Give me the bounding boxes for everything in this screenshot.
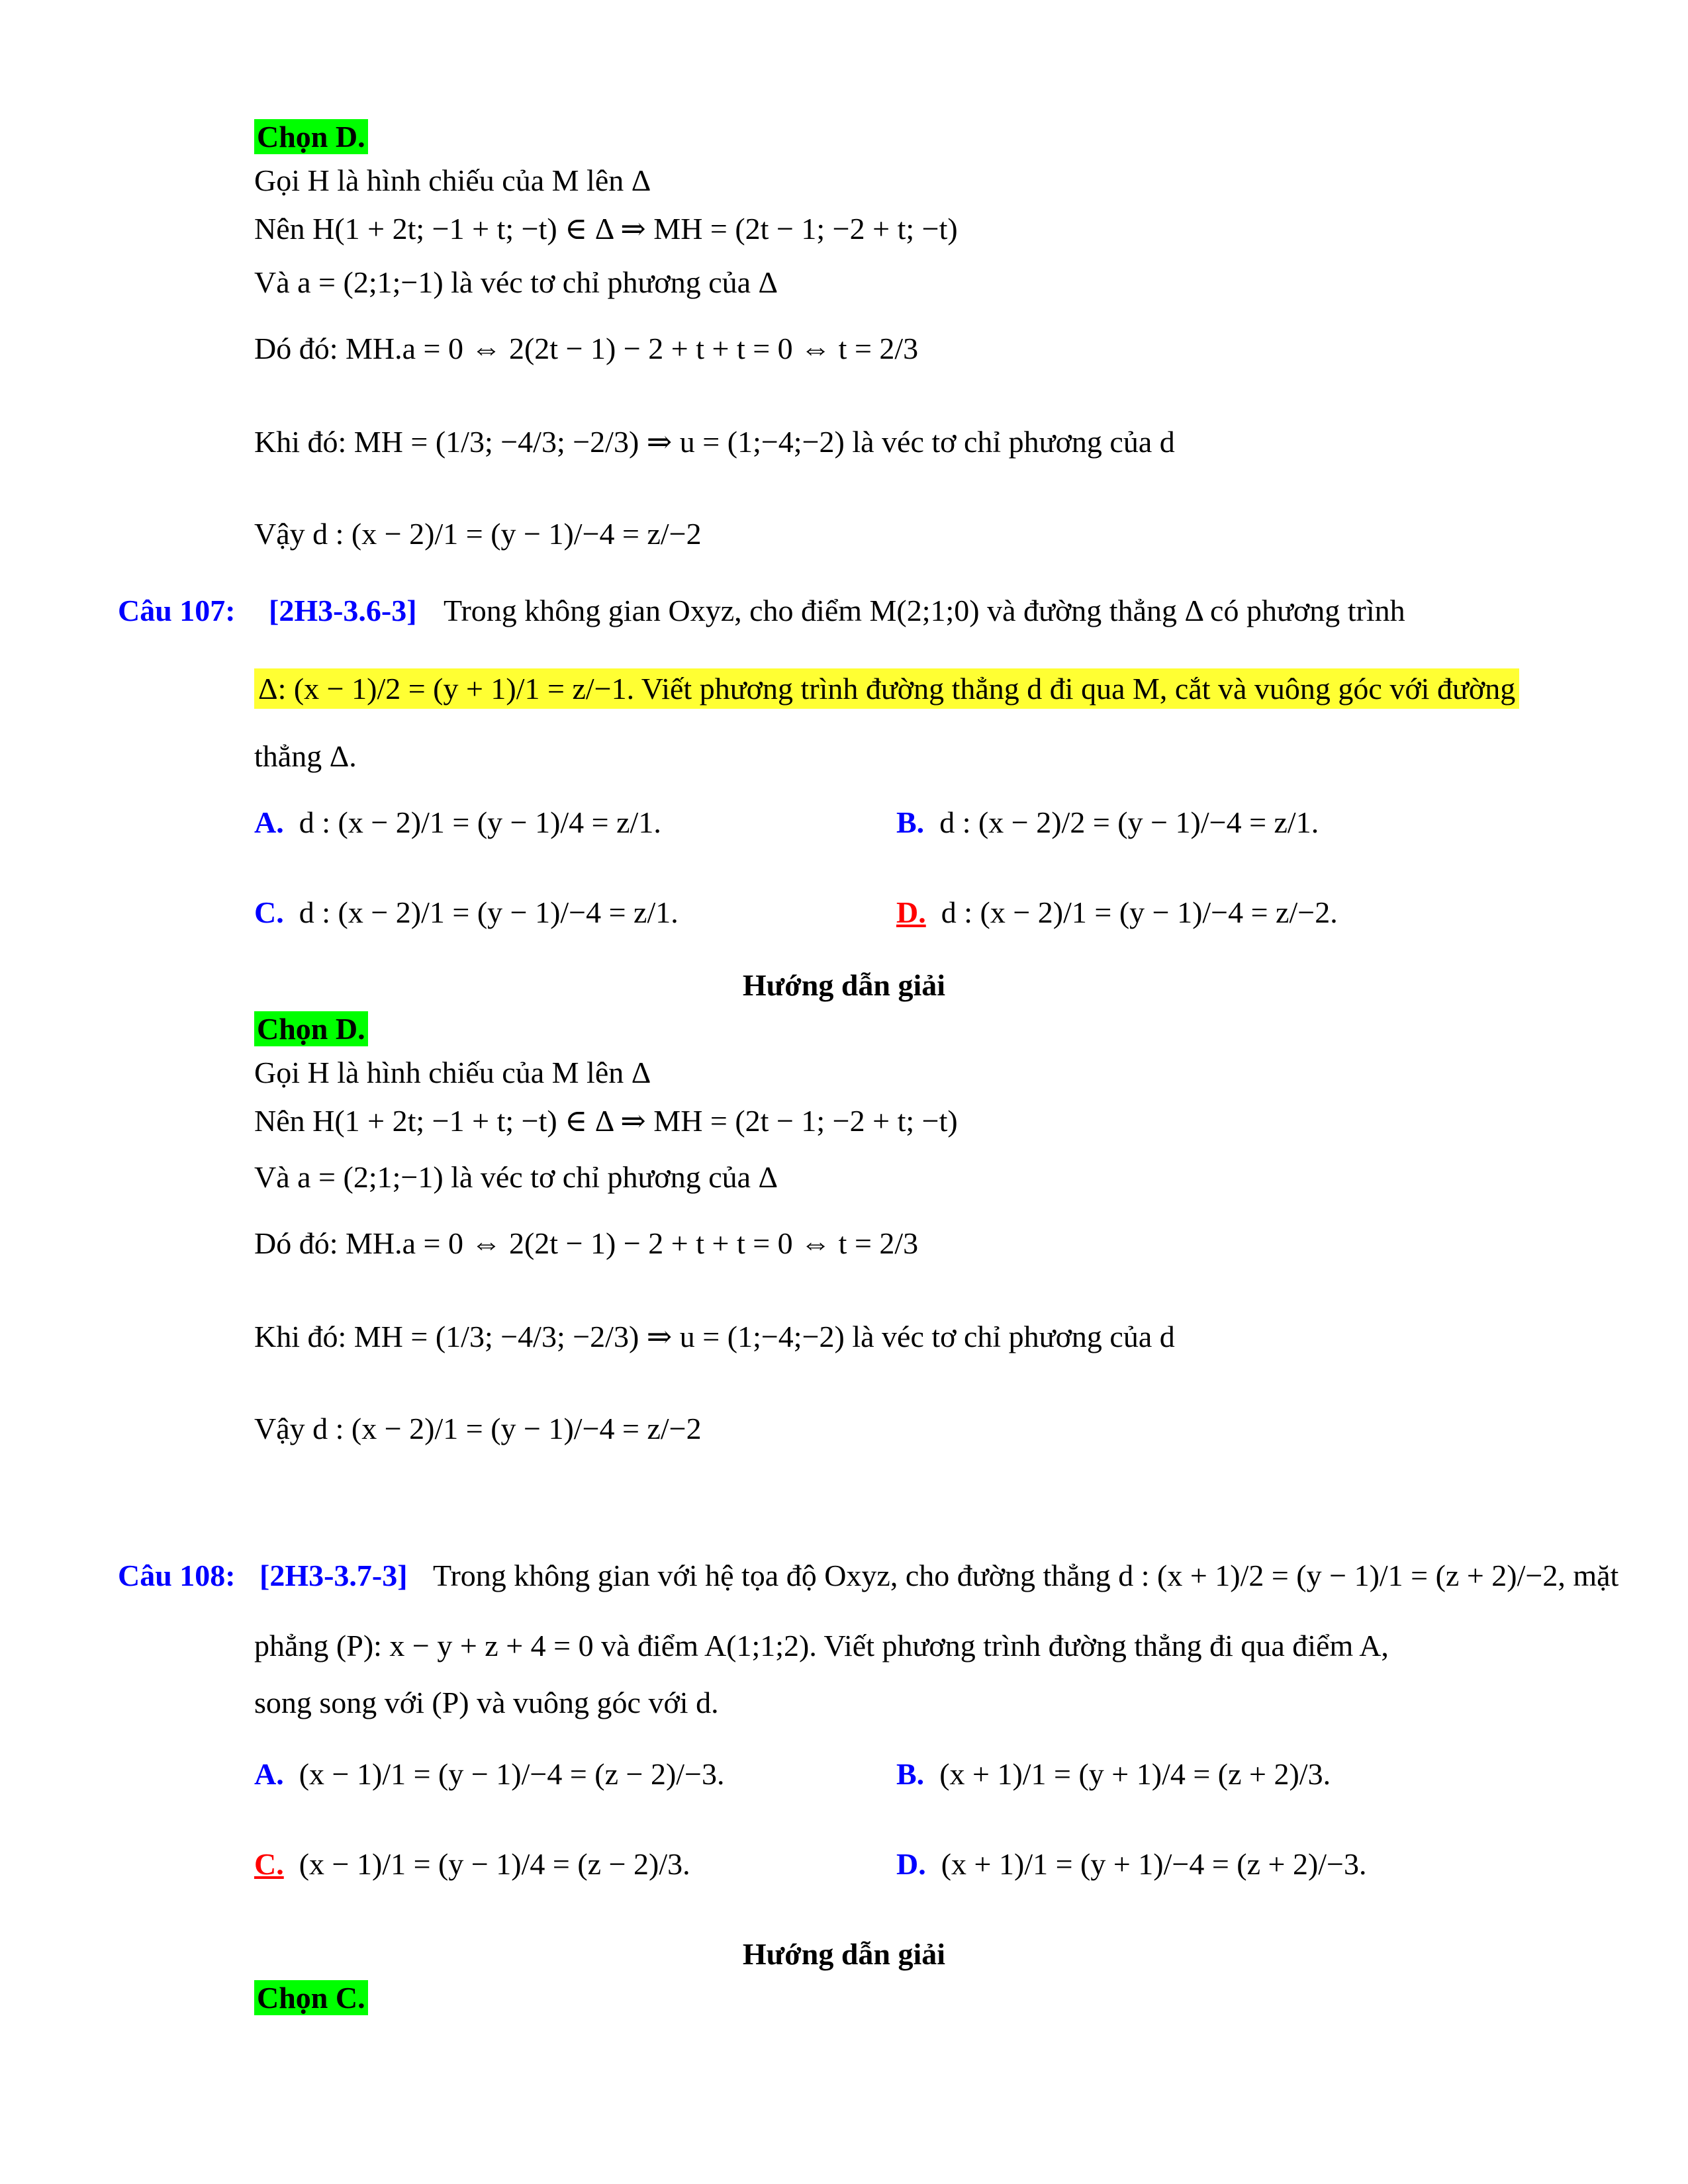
solution-line: Vậy d : (x − 2)/1 = (y − 1)/−4 = z/−2 [254,1412,702,1445]
answer-choice [254,1980,368,2015]
question-text: Trong không gian Oxyz, cho điểm M(2;1;0) và đường thẳng Δ có phương trình [444,594,1405,627]
solution-line: Khi đó: MH = (1/3; −4/3; −2/3) ⇒ u = (1;−4;−2) là véc tơ chỉ phương của d [254,1320,1175,1353]
solution-line: Khi đó: MH = (1/3; −4/3; −2/3) ⇒ u = (1;−4;−2) là véc tơ chỉ phương của d [254,425,1175,459]
guide-heading: Hướng dẫn giải [742,968,946,1002]
chon-label: Chọn C. [254,1980,368,2015]
chon-label: Chọn D. [254,1011,368,1046]
solution-line: Và a = (2;1;−1) là véc tơ chỉ phương của Δ [254,265,778,299]
question-text: Trong không gian với hệ tọa độ Oxyz, cho đường thẳng d : (x + 1)/2 = (y − 1)/1 = (z + 2)/−2, mặt [433,1559,1619,1592]
solution-line: Nên H(1 + 2t; −1 + t; −t) ∈ Δ ⇒ MH = (2t − 1; −2 + t; −t) [254,1104,958,1138]
chon-label: Chọn D. [254,119,368,154]
highlighted-equation: Δ: (x − 1)/2 = (y + 1)/1 = z/−1. Viết phương trình đường thẳng d đi qua M, cắt và vuông góc với đường [254,668,1519,709]
answer-choice [254,1011,368,1046]
question-tag: [2H3-3.6-3] [269,594,417,627]
solution-line: Gọi H là hình chiếu của M lên Δ [254,1056,651,1089]
guide-heading: Hướng dẫn giải [742,1937,946,1971]
question-label: Câu 108: [118,1559,236,1592]
question-text: phẳng (P): x − y + z + 4 = 0 và điểm A(1;1;2). Viết phương trình đường thẳng đi qua điểm A, [254,1629,1389,1662]
question-text: thẳng Δ. [254,739,357,773]
question-label: Câu 107: [118,594,236,627]
option-c: C. d : (x − 2)/1 = (y − 1)/−4 = z/1. [254,895,679,929]
option-a: A. (x − 1)/1 = (y − 1)/−4 = (z − 2)/−3. [254,1757,725,1791]
solution-line: Vậy d : (x − 2)/1 = (y − 1)/−4 = z/−2 [254,517,702,551]
question-text: song song với (P) và vuông góc với d. [254,1686,719,1719]
option-d: D. d : (x − 2)/1 = (y − 1)/−4 = z/−2. [896,895,1338,929]
option-b: B. (x + 1)/1 = (y + 1)/4 = (z + 2)/3. [896,1757,1331,1791]
question-text [254,668,1519,709]
question-tag: [2H3-3.7-3] [259,1559,408,1592]
option-c: C. (x − 1)/1 = (y − 1)/4 = (z − 2)/3. [254,1847,690,1881]
answer-choice [254,119,368,154]
option-d: D. (x + 1)/1 = (y + 1)/−4 = (z + 2)/−3. [896,1847,1367,1881]
solution-line: Nên H(1 + 2t; −1 + t; −t) ∈ Δ ⇒ MH = (2t − 1; −2 + t; −t) [254,212,958,246]
option-a: A. d : (x − 2)/1 = (y − 1)/4 = z/1. [254,805,661,839]
option-b: B. d : (x − 2)/2 = (y − 1)/−4 = z/1. [896,805,1319,839]
solution-line: Gọi H là hình chiếu của M lên Δ [254,163,651,197]
solution-line: Dó đó: MH.a = 0 ⇔ 2(2t − 1) − 2 + t + t = 0 ⇔ t = 2/3 [254,332,919,365]
solution-line: Dó đó: MH.a = 0 ⇔ 2(2t − 1) − 2 + t + t = 0 ⇔ t = 2/3 [254,1226,919,1260]
solution-line: Và a = (2;1;−1) là véc tơ chỉ phương của Δ [254,1160,778,1194]
